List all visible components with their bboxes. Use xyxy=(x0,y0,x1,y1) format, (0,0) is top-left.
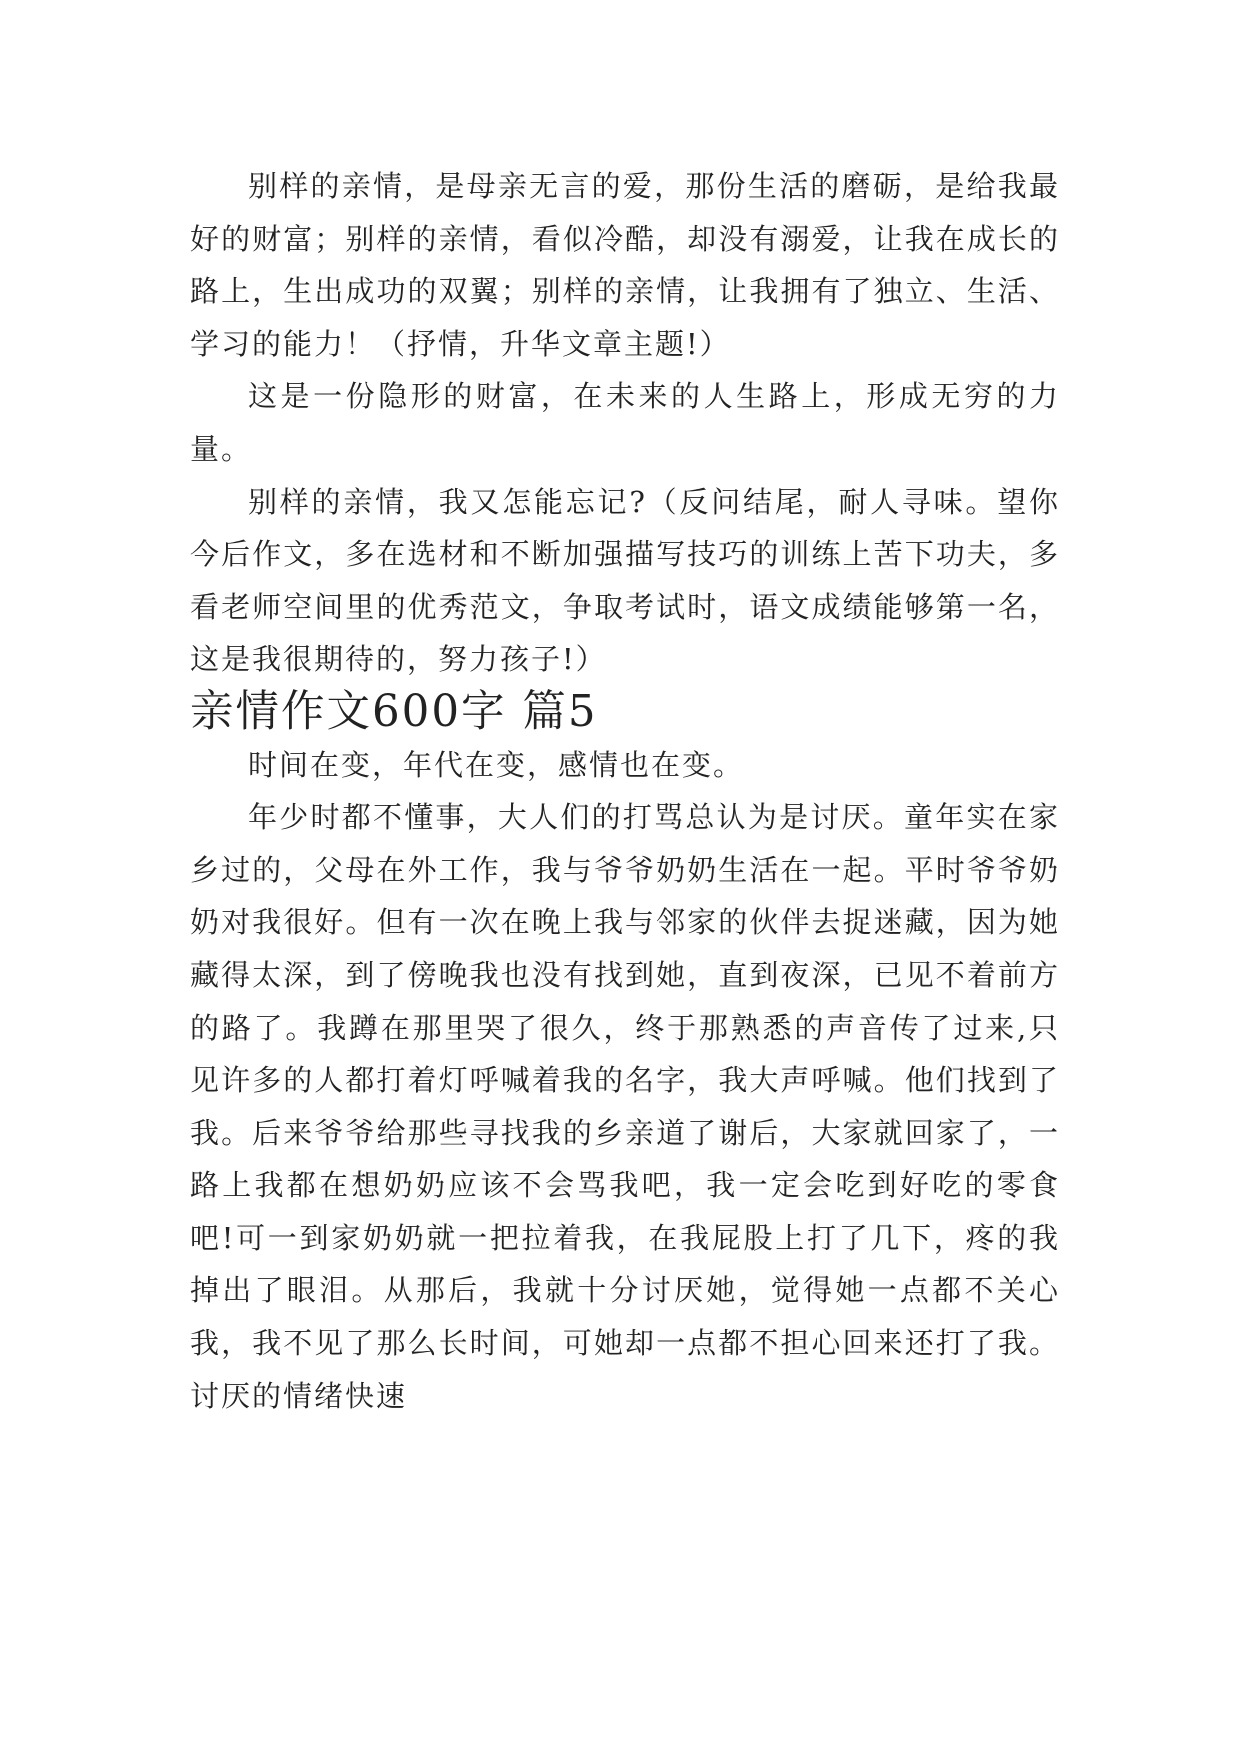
paragraph-childhood-story: 年少时都不懂事，大人们的打骂总认为是讨厌。童年实在家乡过的，父母在外工作，我与爷爷奶奶生活在一起。平时爷爷奶奶对我很好。但有一次在晚上我与邻家的伙伴去捉迷藏，因为她藏得太深，到了傍晚我也没有找到她，直到夜深，已见不着前方的路了。我蹲在那里哭了很久，终于那熟悉的声音传了过来,只见许多的人都打着灯呼喊着我的名字，我大声呼喊。他们找到了我。后来爷爷给那些寻找我的乡亲道了谢后，大家就回家了，一路上我都在想奶奶应该不会骂我吧，我一定会吃到好吃的零食吧!可一到家奶奶就一把拉着我，在我屁股上打了几下，疼的我掉出了眼泪。从那后，我就十分讨厌她，觉得她一点都不关心我，我不见了那么长时间，可她却一点都不担心回来还打了我。讨厌的情绪快速 xyxy=(190,800,1060,1413)
document-body xyxy=(190,160,1060,1422)
section-heading: 亲情作文600字 篇5 xyxy=(190,686,598,737)
paragraph-invisible-wealth: 这是一份隐形的财富，在未来的人生路上，形成无穷的力量。 xyxy=(190,379,1060,466)
paragraph-lyrical-summary: 别样的亲情，是母亲无言的爱，那份生活的磨砺，是给我最好的财富；别样的亲情，看似冷酷，却没有溺爱，让我在成长的路上，生出成功的双翼；别样的亲情，让我拥有了独立、生活、学习的能力！（抒情，升华文章主题!） xyxy=(190,169,1060,361)
paragraph-time-changes: 时间在变，年代在变，感情也在变。 xyxy=(248,747,745,782)
paragraph-rhetorical-ending: 别样的亲情，我又怎能忘记?（反问结尾，耐人寻味。望你今后作文，多在选材和不断加强描写技巧的训练上苦下功夫，多看老师空间里的优秀范文，争取考试时，语文成绩能够第一名，这是我很期待的，努力孩子!） xyxy=(190,484,1060,677)
